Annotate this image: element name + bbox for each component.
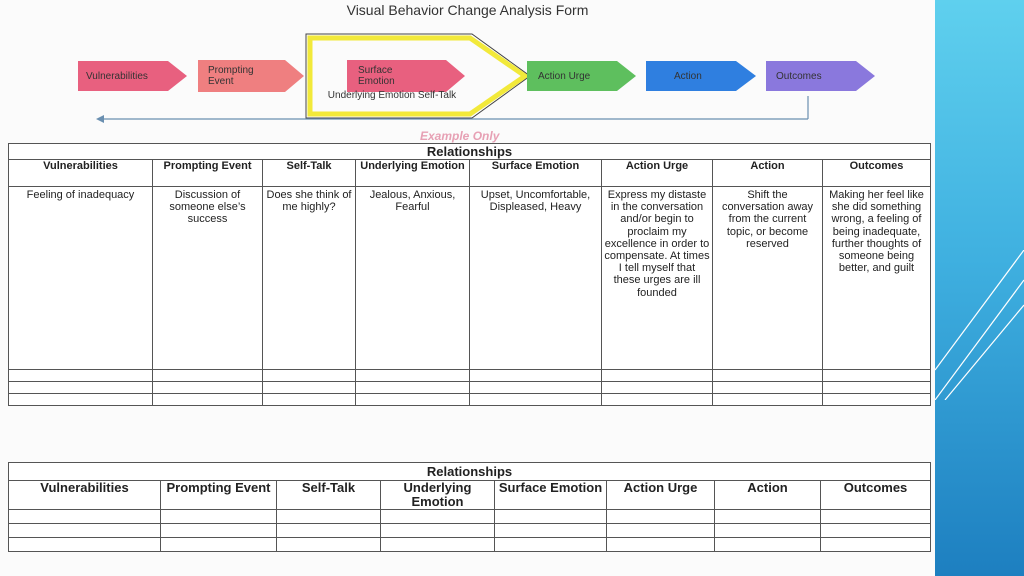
column-header: Outcomes bbox=[823, 160, 931, 187]
relationships-table-example bbox=[8, 143, 931, 406]
table-row-blank bbox=[9, 382, 931, 394]
flow-label-action-urge: Action Urge bbox=[538, 70, 591, 82]
table-row-blank bbox=[9, 370, 931, 382]
table-cell: Express my distaste in the conversation and/or begin to proclaim my excellence in order to compensate. At times I tell myself that these urges are ill founded bbox=[602, 187, 713, 370]
column-header: Self-Talk bbox=[263, 160, 356, 187]
column-header: Outcomes bbox=[821, 481, 931, 510]
table-title: Relationships bbox=[9, 463, 931, 481]
column-header: Surface Emotion bbox=[470, 160, 602, 187]
column-header: Self-Talk bbox=[277, 481, 381, 510]
form-title: Visual Behavior Change Analysis Form bbox=[346, 2, 589, 18]
decorative-lines bbox=[935, 250, 1024, 400]
flow-label-action: Action bbox=[674, 70, 702, 82]
flow-label-outcomes: Outcomes bbox=[776, 70, 822, 82]
column-header: Prompting Event bbox=[161, 481, 277, 510]
column-header: Prompting Event bbox=[153, 160, 263, 187]
table-cell: Upset, Uncomfortable, Displeased, Heavy bbox=[470, 187, 602, 370]
table-row-blank bbox=[9, 524, 931, 538]
column-header: Underlying Emotion bbox=[356, 160, 470, 187]
table-header-row bbox=[9, 160, 931, 187]
column-header: Action bbox=[715, 481, 821, 510]
table-cell: Does she think of me highly? bbox=[263, 187, 356, 370]
table-row-blank bbox=[9, 538, 931, 552]
flow-label-prompting-event: Prompting Event bbox=[208, 65, 254, 87]
table-cell: Making her feel like she did something wrong, a feeling of being inadequate, further thoughts of someone being better, and guilt bbox=[823, 187, 931, 370]
example-only-label: Example Only bbox=[420, 129, 500, 143]
flow-label-surface-emotion: Surface Emotion bbox=[358, 65, 395, 87]
table-row bbox=[9, 187, 931, 370]
table-cell: Shift the conversation away from the current topic, or become reserved bbox=[713, 187, 823, 370]
flow-sublabel-underlying: Underlying Emotion Self-Talk bbox=[327, 90, 457, 101]
table-cell: Feeling of inadequacy bbox=[9, 187, 153, 370]
relationships-table-blank bbox=[8, 462, 931, 552]
column-header: Action bbox=[713, 160, 823, 187]
feedback-arrowhead bbox=[96, 115, 104, 123]
table-header-row bbox=[9, 481, 931, 510]
column-header: Surface Emotion bbox=[495, 481, 607, 510]
table-cell: Discussion of someone else’s success bbox=[153, 187, 263, 370]
column-header: Underlying Emotion bbox=[381, 481, 495, 510]
table-title: Relationships bbox=[9, 144, 931, 160]
flow-label-vulnerabilities: Vulnerabilities bbox=[86, 70, 148, 82]
column-header: Action Urge bbox=[607, 481, 715, 510]
table-row-blank bbox=[9, 394, 931, 406]
table-cell: Jealous, Anxious, Fearful bbox=[356, 187, 470, 370]
column-header: Vulnerabilities bbox=[9, 160, 153, 187]
table-row-blank bbox=[9, 510, 931, 524]
column-header: Action Urge bbox=[602, 160, 713, 187]
column-header: Vulnerabilities bbox=[9, 481, 161, 510]
